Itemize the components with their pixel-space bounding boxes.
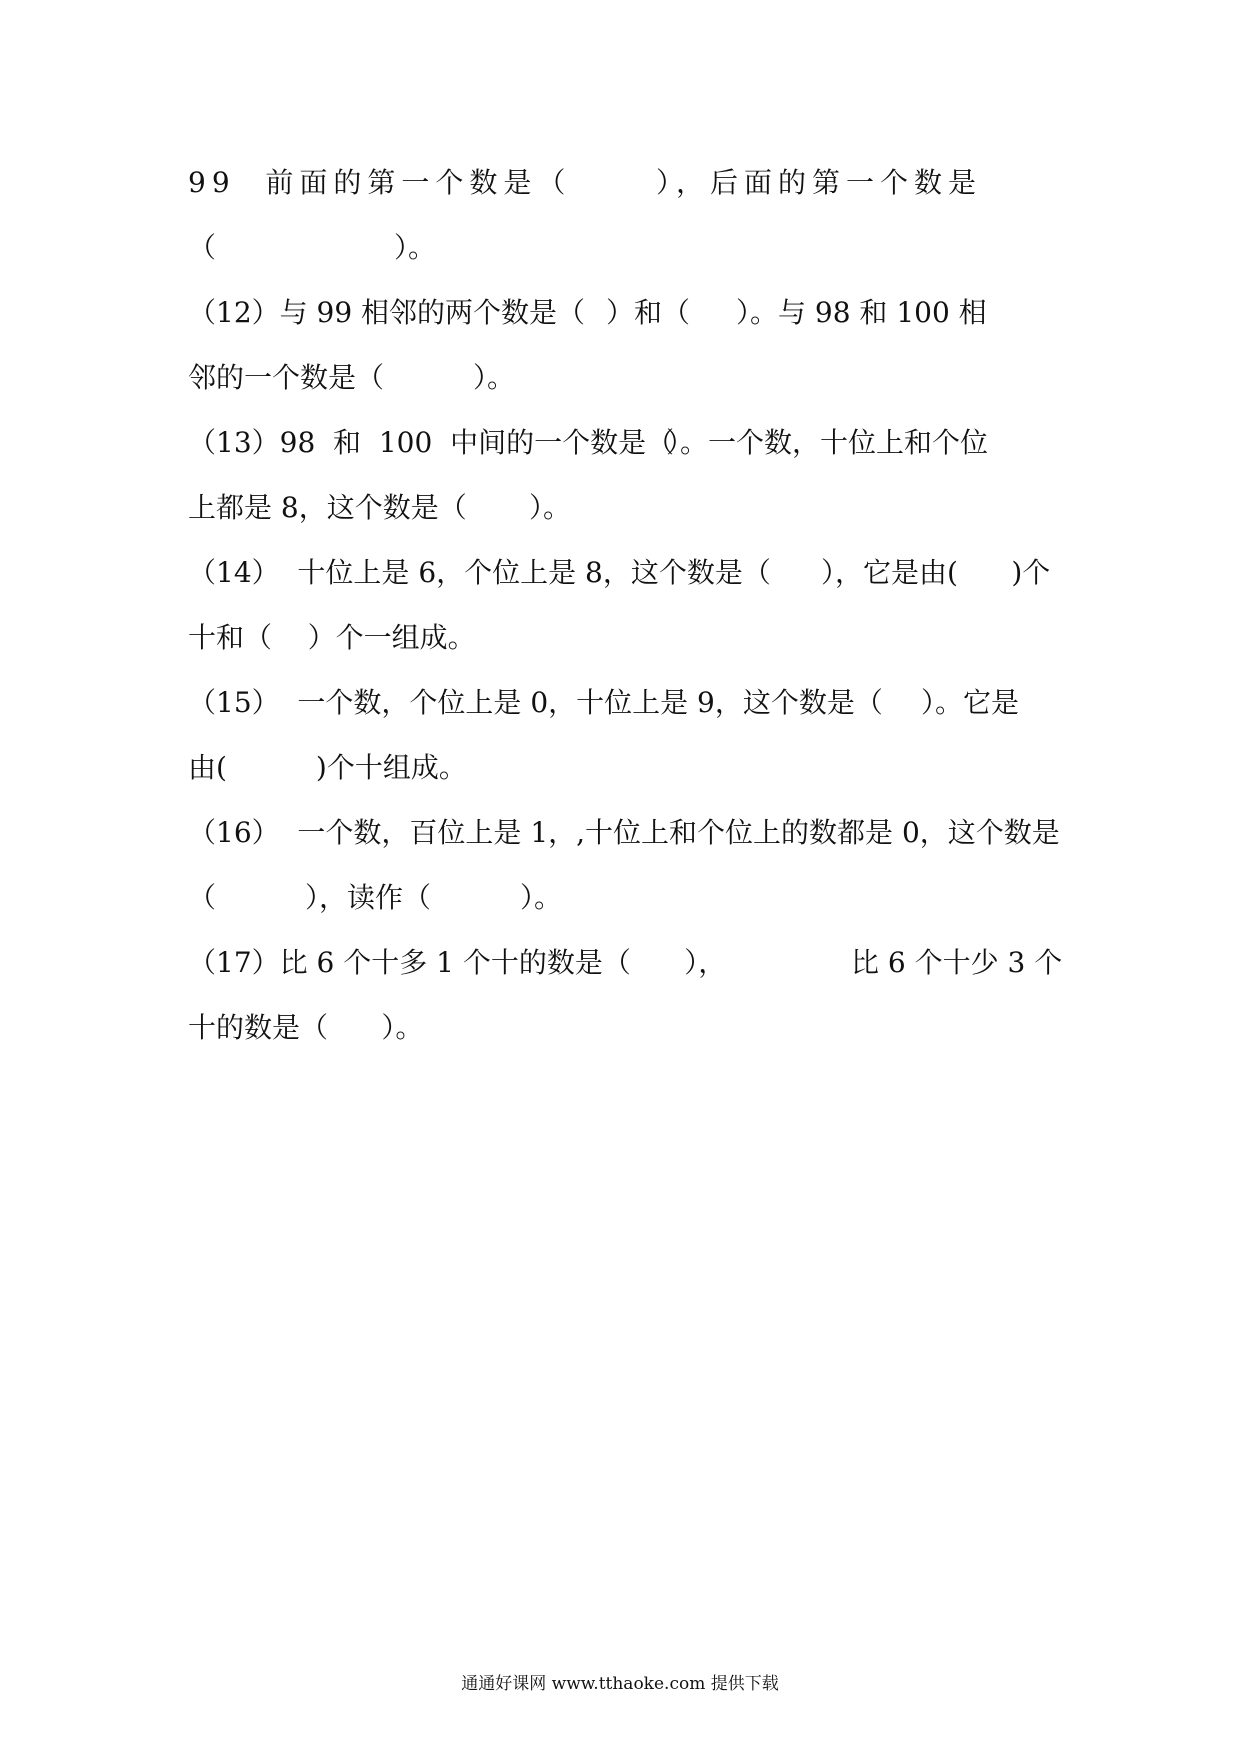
page-footer: 通通好课网 www.tthaoke.com 提供下载 xyxy=(461,1674,779,1694)
question-15-text-c: 由( )个十组成。 xyxy=(188,751,467,784)
question-12-line-1 xyxy=(188,293,1053,333)
question-15-line-2 xyxy=(188,748,1053,788)
question-17-text-b: 比 6 个十少 3 个 xyxy=(851,946,1063,979)
question-16-line-1 xyxy=(188,813,1060,853)
question-14-text-b: ），它是由( )个 xyxy=(821,556,1051,589)
question-12-text-a: （12）与 99 相邻的两个数是（ xyxy=(188,296,586,329)
question-17-text-c: 十的数是（ ）。 xyxy=(188,1011,424,1044)
question-13-text-a: （13）98 和 100 中间的一个数是（ xyxy=(188,426,675,459)
question-16-line-2 xyxy=(188,878,1053,918)
question-13-text-c: 上都是 8，这个数是（ ）。 xyxy=(188,491,572,524)
question-16-text-b: （ ），读作（ ）。 xyxy=(188,881,563,914)
question-12-line-2 xyxy=(188,358,1053,398)
question-15-text-a: （15） 一个数，个位上是 0，十位上是 9，这个数是（ xyxy=(188,686,883,719)
question-13-text-b: ）。一个数，十位上和个位 xyxy=(666,426,989,459)
question-11-answer-blank: （ ）。 xyxy=(188,231,437,264)
question-16-text-a: （16） 一个数，百位上是 1，,十位上和个位上的数都是 0，这个数是 xyxy=(188,816,1060,849)
question-17-line-1 xyxy=(188,943,1063,983)
question-11-line-2 xyxy=(188,228,1053,268)
question-11-text-a: 99 前面的第一个数是（ xyxy=(188,166,572,199)
question-13-line-1 xyxy=(188,423,1053,463)
question-11-text-b: ），后面的第一个数是 xyxy=(656,166,983,199)
question-17-text-a: （17）比 6 个十多 1 个十的数是（ ）， xyxy=(188,946,727,979)
question-13-line-2 xyxy=(188,488,1053,528)
question-11-line-1 xyxy=(188,163,1053,203)
question-14-text-a: （14） 十位上是 6，个位上是 8，这个数是（ xyxy=(188,556,771,589)
question-15-line-1 xyxy=(188,683,1053,723)
question-17-line-2 xyxy=(188,1008,1053,1048)
question-14-line-1 xyxy=(188,553,1053,593)
question-12-text-c: ）。与 98 和 100 相 xyxy=(736,296,987,329)
question-14-text-c: 十和（ ）个一组成。 xyxy=(188,621,476,654)
question-12-text-d: 邻的一个数是（ ）。 xyxy=(188,361,516,394)
question-15-text-b: ）。它是 xyxy=(921,686,1020,719)
question-14-line-2 xyxy=(188,618,1053,658)
question-12-text-b: ）和（ xyxy=(606,296,691,329)
